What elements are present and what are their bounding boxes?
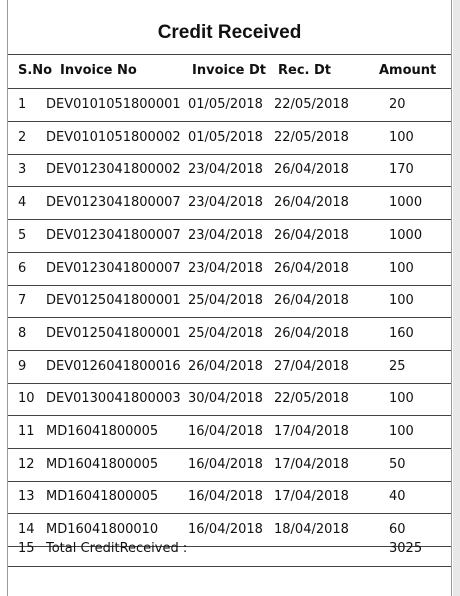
cell-sno: 9 bbox=[18, 359, 27, 374]
cell-invoice-dt: 26/04/2018 bbox=[188, 359, 263, 374]
cell-invoice-no: MD16041800005 bbox=[46, 457, 159, 472]
cell-rec-dt: 17/04/2018 bbox=[274, 457, 349, 472]
cell-invoice-dt: 16/04/2018 bbox=[188, 489, 263, 504]
table-header bbox=[8, 55, 451, 87]
cell-rec-dt: 22/05/2018 bbox=[274, 97, 349, 112]
cell-invoice-dt: 16/04/2018 bbox=[188, 424, 263, 439]
cell-amount: 60 bbox=[389, 522, 406, 537]
cell-sno: 8 bbox=[18, 326, 27, 341]
cell-invoice-no: DEV0125041800001 bbox=[46, 293, 181, 308]
header-invoice-dt: Invoice Dt bbox=[192, 63, 267, 78]
total-divider bbox=[8, 566, 451, 567]
cell-invoice-dt: 30/04/2018 bbox=[188, 391, 263, 406]
cell-sno: 4 bbox=[18, 195, 27, 210]
cell-invoice-no: DEV0123041800002 bbox=[46, 162, 181, 177]
cell-sno: 1 bbox=[18, 97, 27, 112]
cell-invoice-no: DEV0123041800007 bbox=[46, 195, 181, 210]
cell-invoice-dt: 16/04/2018 bbox=[188, 457, 263, 472]
table-row bbox=[8, 383, 451, 415]
report-title: Credit Received bbox=[157, 22, 302, 43]
cell-sno: 11 bbox=[18, 424, 35, 439]
table-row bbox=[8, 89, 451, 121]
header-invoice-no: Invoice No bbox=[60, 63, 137, 78]
cell-invoice-no: DEV0123041800007 bbox=[46, 261, 181, 276]
cell-amount: 100 bbox=[389, 424, 414, 439]
cell-invoice-dt: 25/04/2018 bbox=[188, 326, 263, 341]
cell-invoice-no: DEV0130041800003 bbox=[46, 391, 181, 406]
cell-invoice-no: MD16041800005 bbox=[46, 424, 159, 439]
cell-invoice-no: DEV0101051800001 bbox=[46, 97, 181, 112]
cell-rec-dt: 17/04/2018 bbox=[274, 424, 349, 439]
cell-amount: 40 bbox=[389, 489, 406, 504]
cell-amount: 170 bbox=[389, 162, 414, 177]
table-row bbox=[8, 253, 451, 285]
cell-sno: 3 bbox=[18, 162, 27, 177]
total-amount: 3025 bbox=[389, 541, 423, 556]
cell-invoice-dt: 01/05/2018 bbox=[188, 97, 263, 112]
cell-invoice-dt: 16/04/2018 bbox=[188, 522, 263, 537]
total-sno: 15 bbox=[18, 541, 35, 556]
table-row bbox=[8, 481, 451, 513]
header-rec-dt: Rec. Dt bbox=[278, 63, 332, 78]
cell-sno: 7 bbox=[18, 293, 27, 308]
cell-invoice-no: MD16041800005 bbox=[46, 489, 159, 504]
cell-invoice-dt: 23/04/2018 bbox=[188, 162, 263, 177]
cell-rec-dt: 26/04/2018 bbox=[274, 162, 349, 177]
cell-invoice-no: DEV0101051800002 bbox=[46, 130, 181, 145]
cell-sno: 12 bbox=[18, 457, 35, 472]
cell-sno: 10 bbox=[18, 391, 35, 406]
cell-amount: 100 bbox=[389, 391, 414, 406]
cell-amount: 1000 bbox=[389, 228, 423, 243]
cell-rec-dt: 26/04/2018 bbox=[274, 326, 349, 341]
cell-sno: 6 bbox=[18, 261, 27, 276]
cell-amount: 100 bbox=[389, 130, 414, 145]
cell-invoice-no: DEV0125041800001 bbox=[46, 326, 181, 341]
table-row bbox=[8, 285, 451, 317]
cell-invoice-dt: 23/04/2018 bbox=[188, 228, 263, 243]
table-row bbox=[8, 416, 451, 448]
total-row bbox=[8, 533, 451, 565]
cell-sno: 2 bbox=[18, 130, 27, 145]
cell-invoice-dt: 23/04/2018 bbox=[188, 261, 263, 276]
table-row bbox=[8, 351, 451, 383]
cell-amount: 20 bbox=[389, 97, 406, 112]
cell-amount: 100 bbox=[389, 293, 414, 308]
cell-rec-dt: 22/05/2018 bbox=[274, 391, 349, 406]
cell-rec-dt: 26/04/2018 bbox=[274, 261, 349, 276]
cell-invoice-dt: 25/04/2018 bbox=[188, 293, 263, 308]
cell-rec-dt: 26/04/2018 bbox=[274, 293, 349, 308]
report-frame bbox=[7, 0, 452, 596]
cell-invoice-no: DEV0126041800016 bbox=[46, 359, 181, 374]
table-row bbox=[8, 449, 451, 481]
cell-rec-dt: 22/05/2018 bbox=[274, 130, 349, 145]
table-row bbox=[8, 154, 451, 186]
cell-invoice-dt: 23/04/2018 bbox=[188, 195, 263, 210]
table-row bbox=[8, 187, 451, 219]
table-row bbox=[8, 220, 451, 252]
header-amount: Amount bbox=[379, 63, 437, 78]
cell-amount: 25 bbox=[389, 359, 406, 374]
cell-rec-dt: 27/04/2018 bbox=[274, 359, 349, 374]
cell-sno: 13 bbox=[18, 489, 35, 504]
cell-rec-dt: 18/04/2018 bbox=[274, 522, 349, 537]
table-row bbox=[8, 318, 451, 350]
header-sno: S.No bbox=[18, 63, 53, 78]
cell-amount: 50 bbox=[389, 457, 406, 472]
total-label: Total CreditReceived : bbox=[46, 541, 188, 556]
cell-sno: 5 bbox=[18, 228, 27, 243]
cell-rec-dt: 17/04/2018 bbox=[274, 489, 349, 504]
cell-invoice-dt: 01/05/2018 bbox=[188, 130, 263, 145]
cell-amount: 1000 bbox=[389, 195, 423, 210]
window-edge-shadow bbox=[453, 0, 460, 596]
cell-rec-dt: 26/04/2018 bbox=[274, 228, 349, 243]
cell-amount: 160 bbox=[389, 326, 414, 341]
cell-invoice-no: MD16041800010 bbox=[46, 522, 159, 537]
cell-amount: 100 bbox=[389, 261, 414, 276]
cell-invoice-no: DEV0123041800007 bbox=[46, 228, 181, 243]
cell-rec-dt: 26/04/2018 bbox=[274, 195, 349, 210]
cell-sno: 14 bbox=[18, 522, 35, 537]
table-row bbox=[8, 122, 451, 154]
